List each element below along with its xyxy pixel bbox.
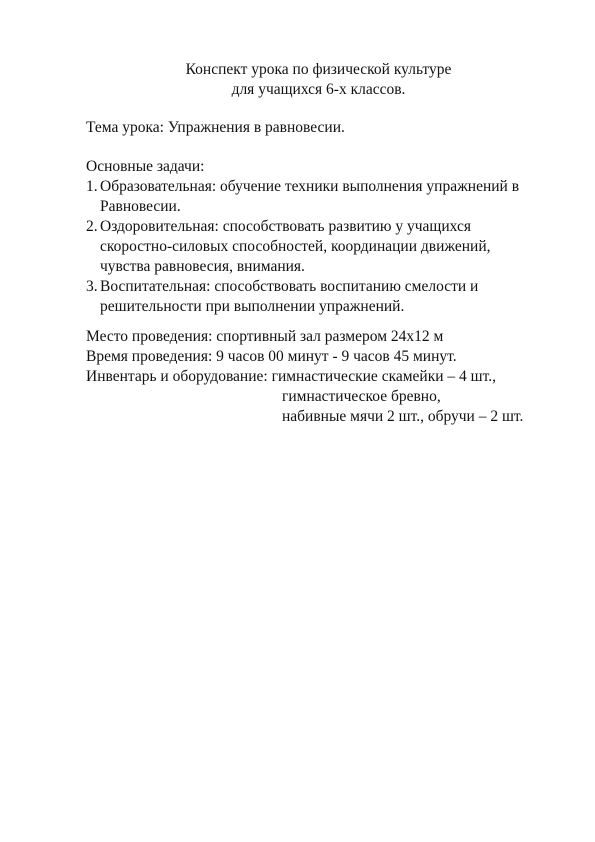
lesson-equipment: Инвентарь и оборудование: гимнастические скамейки – 4 шт.,	[86, 368, 496, 385]
task-number: 3.	[86, 278, 98, 295]
task-item-educational	[86, 177, 556, 217]
task-text-line: чувства равновесия, внимания.	[100, 258, 305, 275]
task-item-health	[86, 217, 556, 277]
lesson-topic: Тема урока: Упражнения в равновесии.	[86, 119, 345, 136]
lesson-place: Место проведения: спортивный зал размером 24х12 м	[86, 328, 444, 345]
task-text-line: Образовательная: обучение техники выполнения упражнений в	[100, 178, 520, 195]
task-list	[86, 177, 556, 317]
tasks-heading: Основные задачи:	[86, 158, 205, 175]
task-text-line: Воспитательная: способствовать воспитанию смелости и	[100, 278, 479, 295]
lesson-info-section	[86, 327, 556, 427]
title-line-1: Конспект урока по физической культуре	[185, 61, 452, 78]
task-number: 2.	[86, 218, 98, 235]
lesson-equipment-continued: гимнастическое бревно,	[282, 388, 441, 405]
lesson-time: Время проведения: 9 часов 00 минут - 9 часов 45 минут.	[86, 348, 457, 365]
task-item-upbringing	[86, 277, 556, 317]
task-text-line: Оздоровительная: способствовать развитию у учащихся	[100, 218, 471, 235]
main-tasks-section	[86, 157, 556, 317]
title-line-2: для учащихся 6-х классов.	[231, 81, 406, 98]
task-text-line: скоростно-силовых способностей, координации движений,	[100, 238, 491, 255]
task-text-line: Равновесии.	[100, 198, 181, 215]
task-number: 1.	[86, 178, 98, 195]
document-title	[0, 60, 595, 100]
task-text-line: решительности при выполнении упражнений.	[100, 298, 405, 315]
lesson-equipment-continued: набивные мячи 2 шт., обручи – 2 шт.	[282, 408, 524, 425]
